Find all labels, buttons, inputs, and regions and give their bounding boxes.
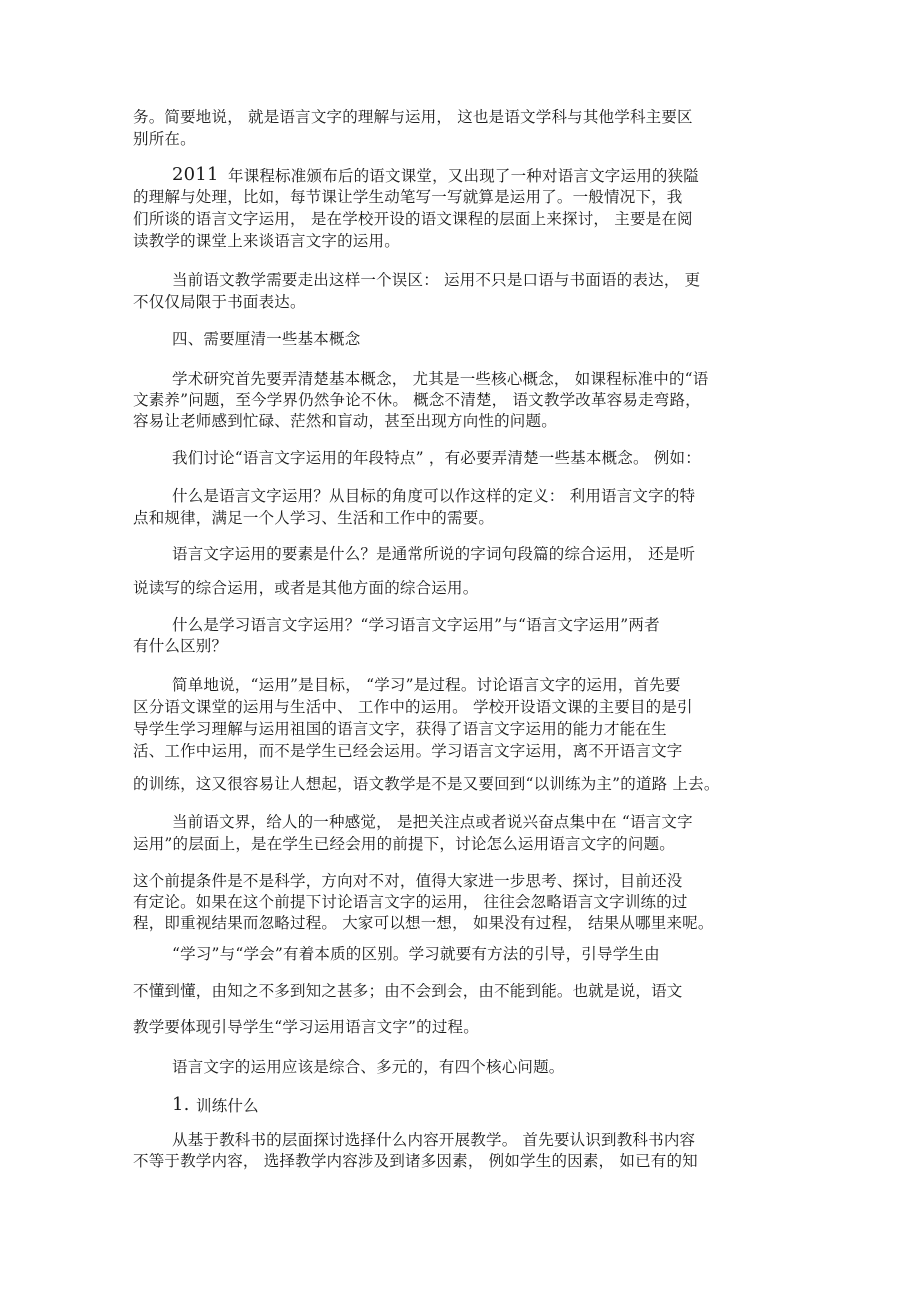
text-line: 容易让老师感到忙碌、茫然和盲动，甚至出现方向性的问题。: [133, 412, 557, 430]
text-line: 有定论。如果在这个前提下讨论语言文字的运用， 往往会忽略语言文字训练的过: [133, 893, 688, 911]
list-number: 1.: [172, 1094, 190, 1115]
section-heading: 四、需要厘清一些基本概念: [172, 330, 361, 348]
text-line: 别所在。: [133, 130, 196, 148]
subsection-heading: 训练什么: [196, 1097, 259, 1115]
text-line: 这个前提条件是不是科学，方向对不对，值得大家进一步思考、探讨，目前还没: [133, 872, 683, 890]
text-line: 程，即重视结果而忽略过程。 大家可以想一想， 如果没有过程， 结果从哪里来呢。: [133, 914, 714, 932]
text-line: 读教学的课堂上来谈语言文字的运用。: [133, 232, 400, 250]
text-line: 语言文字运用的要素是什么？是通常所说的字词句段篇的综合运用， 还是听: [172, 545, 696, 563]
text-line: 我们讨论“语言文字运用的年段特点” ，有必要弄清楚一些基本概念。 例如：: [172, 449, 701, 467]
text-line: 什么是语言文字运用？从目标的角度可以作这样的定义： 利用语言文字的特: [172, 487, 696, 505]
text-line: 什么是学习语言文字运用？“学习语言文字运用”与“语言文字运用”两者: [172, 616, 660, 634]
text-line: 区分语文课堂的运用与生活中、 工作中的运用。 学校开设语文课的主要目的是引: [133, 698, 693, 716]
text-line: 务。简要地说， 就是语言文字的理解与运用， 这也是语文学科与其他学科主要区: [133, 108, 693, 126]
text-line: “学习”与“学会”有着本质的区别。学习就要有方法的引导，引导学生由: [172, 945, 660, 963]
text-line: 不懂到懂，由知之不多到知之甚多；由不会到会，由不能到能。也就是说，语文: [133, 982, 683, 1000]
text-line: 点和规律，满足一个人学习、生活和工作中的需要。: [133, 509, 495, 527]
text-line: 学术研究首先要弄清楚基本概念， 尤其是一些核心概念， 如课程标准中的“语: [172, 370, 709, 388]
text-line: 简单地说，“运用”是目标， “学习”是过程。讨论语言文字的运用，首先要: [172, 676, 681, 694]
text-line: 不仅仅局限于书面表达。: [133, 293, 306, 311]
text-line: 活、工作中运用，而不是学生已经会运用。学习语言文字运用，离不开语言文字: [133, 742, 683, 760]
text-line: 年课程标准颁布后的语文课堂，又出现了一种对语言文字运用的狭隘: [228, 167, 700, 185]
text-line: 当前语文界，给人的一种感觉， 是把关注点或者说兴奋点集中在 “语言文字: [172, 813, 693, 831]
text-line: 们所谈的语言文字运用， 是在学校开设的语文课程的层面上来探讨， 主要是在阅: [133, 210, 693, 228]
text-line: 当前语文教学需要走出这样一个误区： 运用不只是口语与书面语的表达， 更: [172, 271, 701, 289]
text-line: 语言文字的运用应该是综合、多元的，有四个核心问题。: [172, 1058, 565, 1076]
text-line: 的理解与处理，比如，每节课让学生动笔写一写就算是运用了。一般情况下，我: [133, 188, 683, 206]
text-line: 有什么区别？: [133, 637, 228, 655]
text-line: 说读写的综合运用，或者是其他方面的综合运用。: [133, 579, 479, 597]
text-line: 的训练，这又很容易让人想起，语文教学是不是又要回到“以训练为主”的道路 上去。: [133, 775, 720, 793]
text-line: 导学生学习理解与运用祖国的语言文字，获得了语言文字运用的能力才能在生: [133, 720, 667, 738]
text-line: 文素养”问题，至今学界仍然争论不休。 概念不清楚， 语文教学改革容易走弯路，: [133, 391, 701, 409]
text-line: 运用”的层面上，是在学生已经会用的前提下，讨论怎么运用语言文字的问题。: [133, 835, 675, 853]
text-line: 不等于教学内容， 选择教学内容涉及到诸多因素， 例如学生的因素， 如已有的知: [133, 1152, 698, 1170]
year-number: 2011: [172, 164, 219, 185]
text-line: 教学要体现引导学生“学习运用语言文字”的过程。: [133, 1018, 479, 1036]
text-line: 从基于教科书的层面探讨选择什么内容开展教学。 首先要认识到教科书内容: [172, 1131, 696, 1149]
